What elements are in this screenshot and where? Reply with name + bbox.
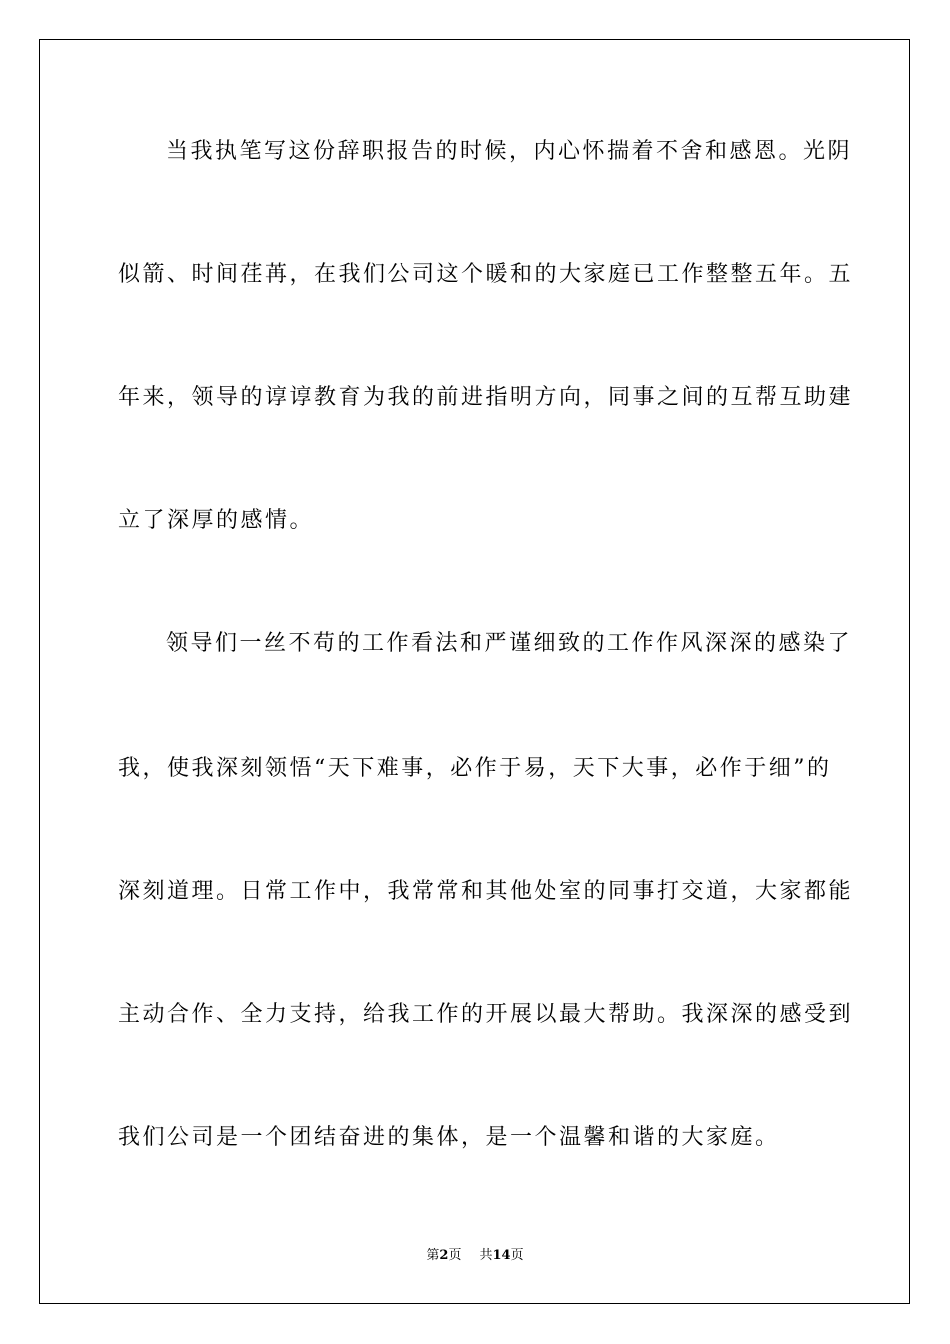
paragraph-2-line-1: 领导们一丝不苟的工作看法和严谨细致的工作作风深深的感染了 — [166, 631, 853, 656]
total-prefix: 共 — [479, 1248, 493, 1263]
page-footer — [0, 1246, 950, 1266]
total-pages: 14 — [492, 1248, 511, 1263]
paragraph-1-line-4: 立了深厚的感情。 — [118, 508, 315, 533]
page-border — [39, 39, 910, 1304]
page-prefix: 第 — [426, 1248, 440, 1263]
paragraph-2-line-2: 我，使我深刻领悟“天下难事，必作于易，天下大事，必作于细”的 — [118, 756, 832, 781]
paragraph-1-line-1: 当我执笔写这份辞职报告的时候，内心怀揣着不舍和感恩。光阴 — [166, 139, 853, 164]
paragraph-2-line-3: 深刻道理。日常工作中，我常常和其他处室的同事打交道，大家都能 — [118, 879, 854, 904]
paragraph-1-line-3: 年来，领导的谆谆教育为我的前进指明方向，同事之间的互帮互助建 — [118, 385, 854, 410]
paragraph-2-line-4: 主动合作、全力支持，给我工作的开展以最大帮助。我深深的感受到 — [118, 1002, 854, 1027]
page-suffix: 页 — [448, 1248, 462, 1263]
paragraph-1-line-2: 似箭、时间荏苒，在我们公司这个暖和的大家庭已工作整整五年。五 — [118, 262, 854, 287]
paragraph-2-line-5: 我们公司是一个团结奋进的集体，是一个温馨和谐的大家庭。 — [118, 1125, 780, 1150]
total-suffix: 页 — [510, 1248, 524, 1263]
page-number: 2 — [439, 1248, 449, 1263]
